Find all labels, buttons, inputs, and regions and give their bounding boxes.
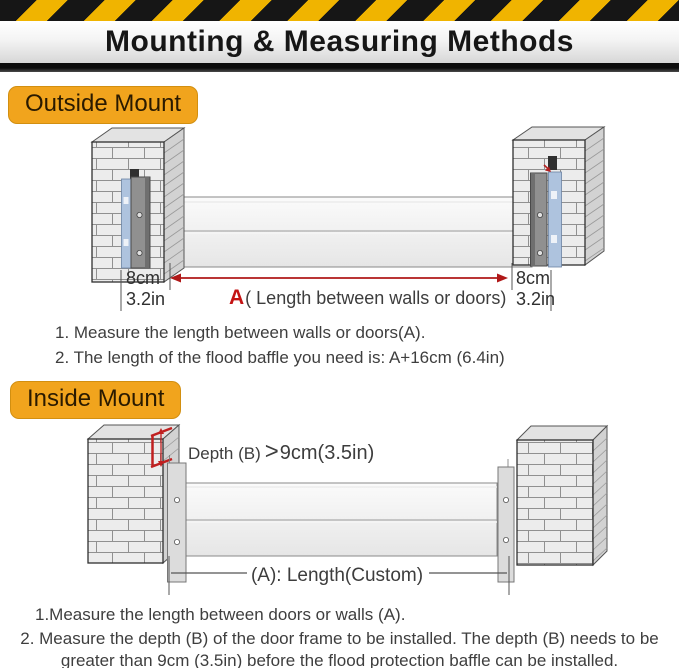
mounting-channel-right bbox=[531, 165, 562, 267]
offset-dimension-right bbox=[516, 268, 555, 310]
depth-value: 9cm(3.5in) bbox=[279, 442, 375, 464]
outside-note-1: 1. Measure the length between walls or doors(A). bbox=[55, 323, 426, 342]
length-arrow-label bbox=[229, 286, 506, 310]
channel-plate-right bbox=[498, 459, 514, 582]
offset-left-cm: 8cm bbox=[126, 268, 161, 288]
flood-barrier-panel-inside bbox=[186, 483, 497, 556]
inside-mount-badge: Inside Mount bbox=[10, 381, 181, 419]
length-custom-label: (A): Length(Custom) bbox=[250, 565, 424, 586]
offset-left-inch: 3.2in bbox=[126, 289, 166, 309]
outside-mount-badge: Outside Mount bbox=[8, 86, 198, 124]
offset-right-cm: 8cm bbox=[516, 268, 551, 288]
depth-text: Depth (B) bbox=[188, 444, 261, 463]
page-title: Mounting & Measuring Methods bbox=[105, 25, 574, 58]
length-variable-a: A bbox=[229, 286, 245, 309]
mounting-channel-left bbox=[122, 177, 151, 268]
greater-than-symbol: > bbox=[264, 438, 279, 465]
header-divider bbox=[0, 63, 679, 72]
hazard-stripes bbox=[0, 0, 679, 21]
offset-right-inch: 3.2in bbox=[516, 289, 556, 309]
length-arrow-caption: ( Length between walls or doors) bbox=[245, 288, 507, 308]
pillar-right-inside bbox=[517, 426, 607, 565]
flood-barrier-panel bbox=[150, 197, 532, 267]
depth-label bbox=[188, 438, 374, 466]
pillar-left-inside bbox=[88, 425, 179, 563]
inside-note-1: 1.Measure the length between doors or walls (A). bbox=[35, 605, 406, 624]
title-band bbox=[0, 21, 679, 63]
channel-plate-left bbox=[168, 455, 187, 582]
offset-dimension-left bbox=[126, 268, 165, 310]
inside-note-2: 2. Measure the depth (B) of the door frame to be installed. The depth (B) needs to be greater than 9cm (3.5in) before the flood protection baffle can be installed. bbox=[20, 629, 659, 668]
outside-note-2: 2. The length of the flood baffle you need is: A+16cm (6.4in) bbox=[55, 348, 505, 367]
